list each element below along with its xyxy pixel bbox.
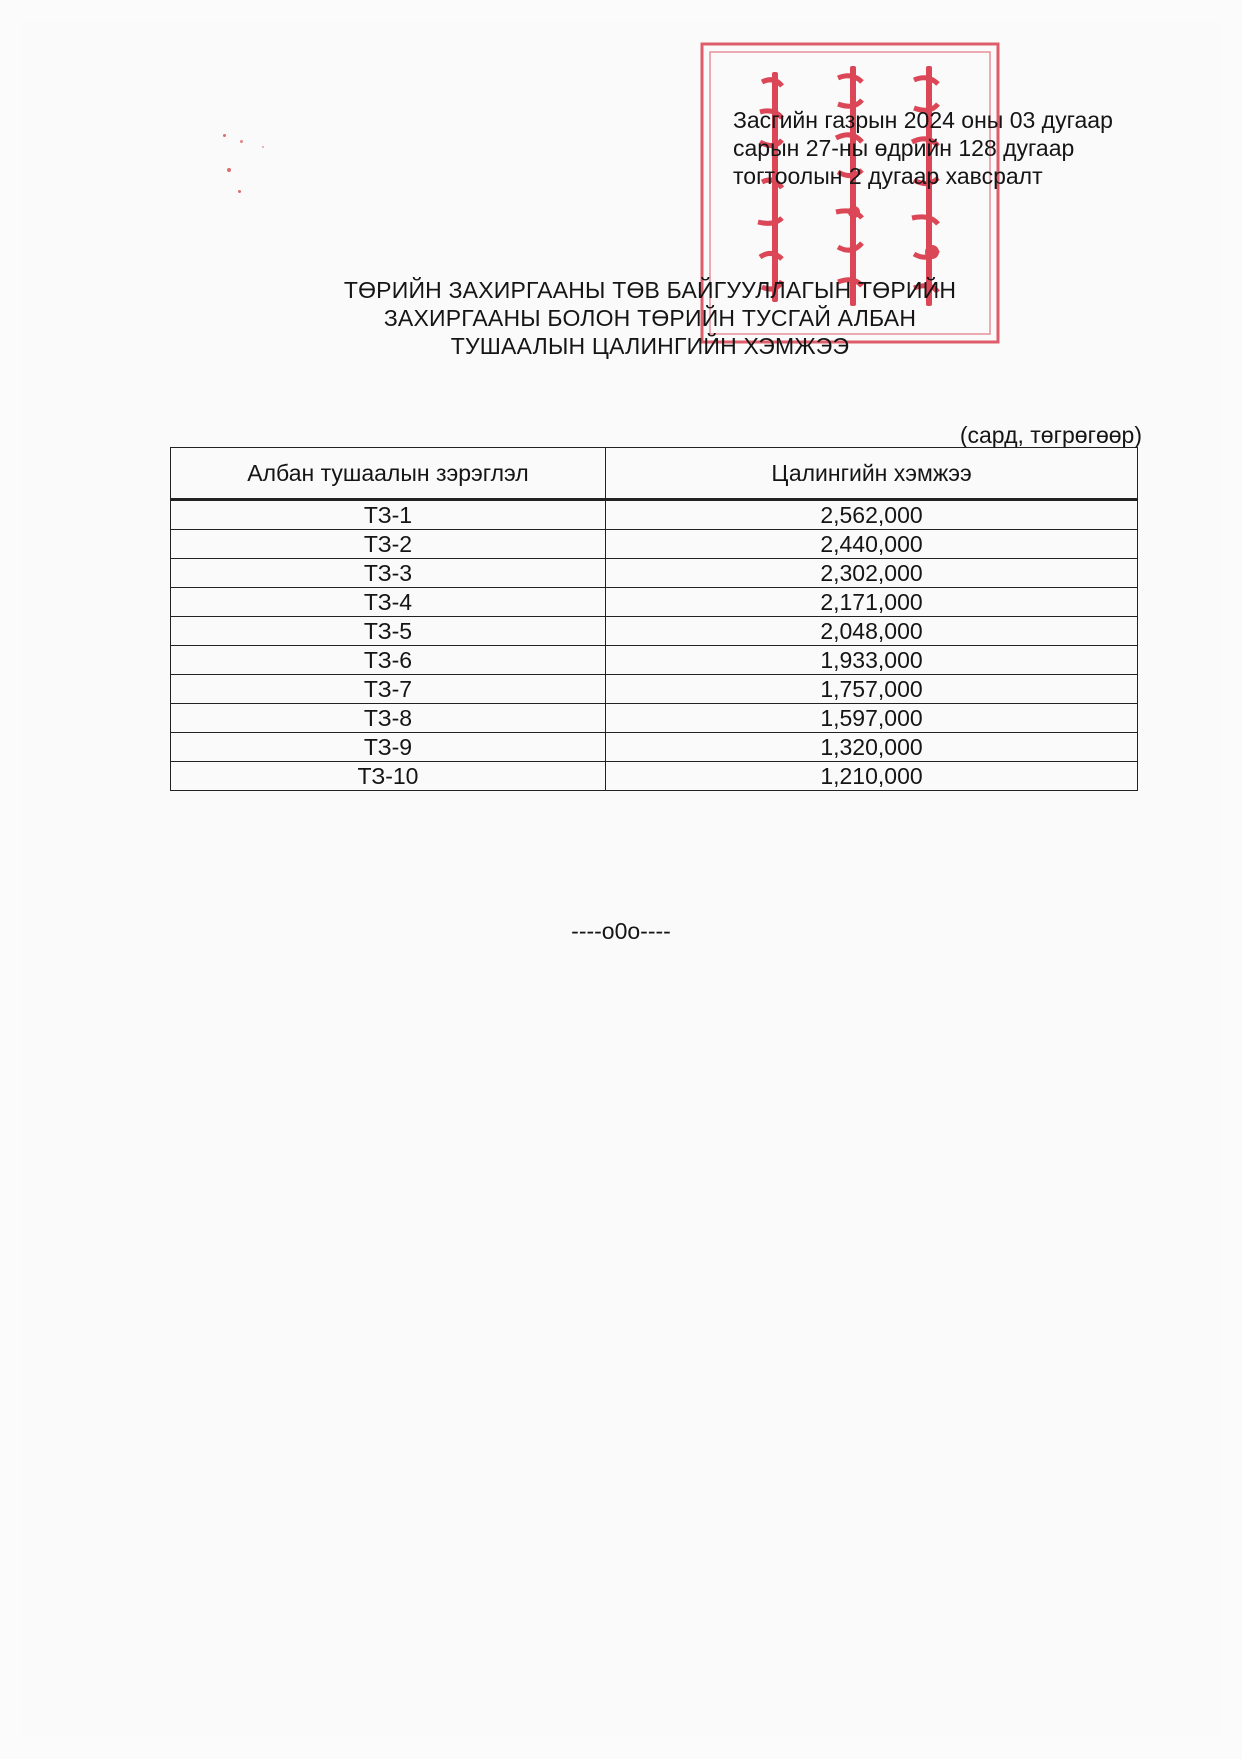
salary-cell: 1,320,000	[606, 733, 1138, 762]
table-row	[171, 733, 1138, 762]
grade-cell: ТЗ-10	[171, 762, 606, 791]
salary-cell: 1,210,000	[606, 762, 1138, 791]
annex-reference	[733, 106, 1113, 190]
ink-speck	[238, 190, 241, 193]
grade-cell: ТЗ-5	[171, 617, 606, 646]
salary-cell: 1,597,000	[606, 704, 1138, 733]
table-header-row	[171, 448, 1138, 500]
title-line-2: ЗАХИРГААНЫ БОЛОН ТӨРИЙН ТУСГАЙ АЛБАН	[383, 305, 917, 331]
grade-cell: ТЗ-4	[171, 588, 606, 617]
table-row	[171, 559, 1138, 588]
grade-cell: ТЗ-2	[171, 530, 606, 559]
salary-cell: 2,302,000	[606, 559, 1138, 588]
table-row	[171, 588, 1138, 617]
table-row	[171, 762, 1138, 791]
grade-cell: ТЗ-6	[171, 646, 606, 675]
salary-table	[170, 447, 1138, 791]
salary-cell: 2,562,000	[606, 500, 1138, 530]
annex-line-3: тогтоолын 2 дугаар хавсралт	[733, 163, 1043, 189]
ink-speck	[227, 168, 231, 172]
title-line-3: ТУШААЛЫН ЦАЛИНГИЙН ХЭМЖЭЭ	[450, 333, 850, 359]
salary-cell: 2,440,000	[606, 530, 1138, 559]
annex-line-1: Засгийн газрын 2024 оны 03 дугаар	[733, 107, 1113, 133]
document-title	[250, 276, 1050, 360]
header-grade: Албан тушаалын зэрэглэл	[171, 448, 606, 500]
table-row	[171, 675, 1138, 704]
grade-cell: ТЗ-3	[171, 559, 606, 588]
table-row	[171, 617, 1138, 646]
table-row	[171, 646, 1138, 675]
ink-speck	[240, 140, 243, 143]
grade-cell: ТЗ-8	[171, 704, 606, 733]
table-row	[171, 500, 1138, 530]
table-row	[171, 704, 1138, 733]
table-row	[171, 530, 1138, 559]
salary-cell: 1,933,000	[606, 646, 1138, 675]
ink-speck	[223, 134, 226, 137]
annex-line-2: сарын 27-ны өдрийн 128 дугаар	[733, 135, 1075, 161]
salary-cell: 2,171,000	[606, 588, 1138, 617]
unit-note: (сард, төгрөгөөр)	[959, 422, 1142, 448]
salary-cell: 1,757,000	[606, 675, 1138, 704]
header-salary: Цалингийн хэмжээ	[606, 448, 1138, 500]
grade-cell: ТЗ-7	[171, 675, 606, 704]
end-mark: ----o0o----	[571, 918, 671, 944]
ink-speck	[262, 146, 264, 148]
grade-cell: ТЗ-9	[171, 733, 606, 762]
grade-cell: ТЗ-1	[171, 500, 606, 530]
salary-cell: 2,048,000	[606, 617, 1138, 646]
title-line-1: ТӨРИЙН ЗАХИРГААНЫ ТӨВ БАЙГУУЛЛАГЫН ТӨРИЙН	[343, 277, 957, 303]
